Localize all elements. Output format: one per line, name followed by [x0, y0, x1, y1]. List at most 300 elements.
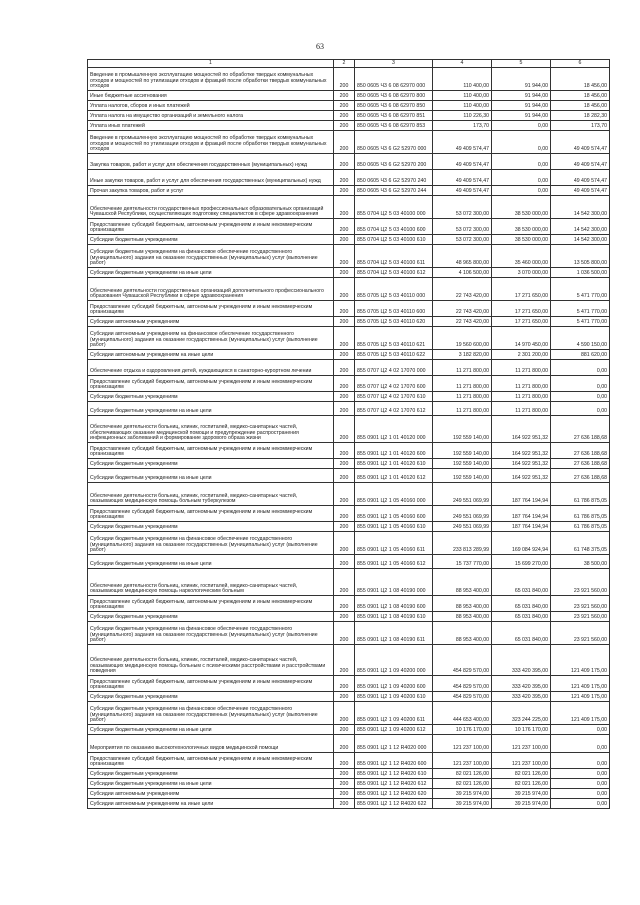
table-row — [88, 569, 610, 596]
row-classification-code: 855 0901 Ц2 1 12 R4020 612 — [355, 779, 433, 789]
row-name: Предоставление субсидий бюджетным, автономным учреждениям и иным некоммерческим организациям — [88, 753, 334, 769]
table-header-row — [88, 60, 610, 68]
table-row — [88, 196, 610, 219]
row-name: Предоставление субсидий бюджетным, автономным учреждениям и иным некоммерческим организациям — [88, 506, 334, 522]
row-unexecuted: 13 505 800,00 — [551, 245, 610, 268]
header-col-5: 5 — [492, 60, 551, 68]
budget-execution-table — [87, 59, 610, 809]
header-col-4: 4 — [433, 60, 492, 68]
row-classification-code: 855 0901 Ц2 1 05 40160 600 — [355, 506, 433, 522]
table-row — [88, 186, 610, 196]
row-classification-code: 855 0901 Ц2 1 12 R4020 610 — [355, 769, 433, 779]
header-col-3: 3 — [355, 60, 433, 68]
row-classification-code: 855 0707 Ц2 4 02 17070 600 — [355, 376, 433, 392]
row-unexecuted: 121 409 175,00 — [551, 702, 610, 725]
row-name: Предоставление субсидий бюджетным, автономным учреждениям и иным некоммерческим организациям — [88, 219, 334, 235]
row-approved: 15 737 770,00 — [433, 555, 492, 569]
row-approved: 39 215 974,00 — [433, 799, 492, 809]
row-executed: 11 271 800,00 — [492, 376, 551, 392]
row-approved: 454 829 570,00 — [433, 692, 492, 702]
table-row — [88, 622, 610, 645]
row-unexecuted: 0,00 — [551, 789, 610, 799]
row-classification-code: 850 0605 Ч3 6 G2 52970 244 — [355, 186, 433, 196]
row-name: Уплата налога на имущество организаций и земельного налога — [88, 111, 334, 121]
row-unexecuted: 23 921 560,00 — [551, 622, 610, 645]
row-line-code: 200 — [334, 622, 355, 645]
row-executed: 11 271 800,00 — [492, 360, 551, 376]
row-approved: 22 743 420,00 — [433, 301, 492, 317]
table-row — [88, 268, 610, 278]
row-classification-code: 855 0901 Ц2 1 12 R4020 000 — [355, 735, 433, 753]
row-unexecuted: 0,00 — [551, 376, 610, 392]
row-approved: 444 653 400,00 — [433, 702, 492, 725]
row-unexecuted: 61 748 375,05 — [551, 532, 610, 555]
row-unexecuted: 0,00 — [551, 769, 610, 779]
row-unexecuted: 0,00 — [551, 753, 610, 769]
row-unexecuted: 23 921 560,00 — [551, 612, 610, 622]
row-classification-code: 855 0705 Ц2 5 03 40110 621 — [355, 327, 433, 350]
row-line-code: 200 — [334, 645, 355, 676]
row-executed: 35 460 000,00 — [492, 245, 551, 268]
table-row — [88, 327, 610, 350]
row-line-code: 200 — [334, 735, 355, 753]
row-executed: 10 176 170,00 — [492, 725, 551, 735]
row-name: Субсидии бюджетным учреждениям — [88, 392, 334, 402]
row-approved: 192 559 140,00 — [433, 416, 492, 443]
table-row — [88, 612, 610, 622]
table-row — [88, 443, 610, 459]
row-name: Введение в промышленную эксплуатацию мощностей по обработке твердых коммунальных отходов и мощностей по утилизации отходов и фракций после обработки твердых коммунальных отходов — [88, 68, 334, 91]
row-executed: 38 530 000,00 — [492, 235, 551, 245]
row-name: Предоставление субсидий бюджетным, автономным учреждениям и иным некоммерческим организациям — [88, 376, 334, 392]
row-approved: 11 271 800,00 — [433, 360, 492, 376]
row-approved: 88 953 400,00 — [433, 622, 492, 645]
row-classification-code: 850 0605 Ч3 6 G2 52970 000 — [355, 131, 433, 154]
row-approved: 19 560 600,00 — [433, 327, 492, 350]
row-unexecuted: 49 409 574,47 — [551, 186, 610, 196]
row-line-code: 200 — [334, 676, 355, 692]
header-col-1: 1 — [88, 60, 334, 68]
row-name: Субсидии бюджетным учреждениям на иные цели — [88, 268, 334, 278]
table-row — [88, 392, 610, 402]
row-name: Обеспечение деятельности государственных профессиональных образовательных организаций Чувашской Республики, осуществляющих подготовку специалистов в сфере здравоохранения — [88, 196, 334, 219]
row-classification-code: 855 0704 Ц2 5 03 40100 611 — [355, 245, 433, 268]
row-unexecuted: 0,00 — [551, 779, 610, 789]
row-line-code: 200 — [334, 350, 355, 360]
table-row — [88, 676, 610, 692]
table-row — [88, 522, 610, 532]
table-row — [88, 68, 610, 91]
row-line-code: 200 — [334, 522, 355, 532]
row-name: Субсидии автономным учреждениям — [88, 789, 334, 799]
row-classification-code: 850 0605 Ч3 6 08 62970 851 — [355, 111, 433, 121]
row-executed: 82 021 126,00 — [492, 769, 551, 779]
row-line-code: 200 — [334, 111, 355, 121]
row-line-code: 200 — [334, 154, 355, 170]
row-line-code: 200 — [334, 702, 355, 725]
row-line-code: 200 — [334, 317, 355, 327]
row-executed: 91 944,00 — [492, 91, 551, 101]
table-row — [88, 779, 610, 789]
row-unexecuted: 61 786 875,05 — [551, 506, 610, 522]
table-row — [88, 91, 610, 101]
row-executed: 3 070 000,00 — [492, 268, 551, 278]
row-executed: 164 922 951,32 — [492, 459, 551, 469]
row-executed: 82 021 126,00 — [492, 779, 551, 789]
row-line-code: 200 — [334, 327, 355, 350]
table-row — [88, 170, 610, 186]
row-name: Предоставление субсидий бюджетным, автономным учреждениям и иным некоммерческим организациям — [88, 676, 334, 692]
row-classification-code: 855 0901 Ц2 1 01 40120 000 — [355, 416, 433, 443]
row-executed: 0,00 — [492, 131, 551, 154]
row-executed: 187 764 194,94 — [492, 522, 551, 532]
row-approved: 249 551 069,99 — [433, 506, 492, 522]
row-name: Закупка товаров, работ и услуг для обеспечения государственных (муниципальных) нужд — [88, 154, 334, 170]
table-row — [88, 596, 610, 612]
row-unexecuted: 27 636 188,68 — [551, 459, 610, 469]
row-line-code: 200 — [334, 170, 355, 186]
row-executed: 0,00 — [492, 186, 551, 196]
table-row — [88, 402, 610, 416]
row-approved: 39 215 974,00 — [433, 789, 492, 799]
row-executed: 17 271 650,00 — [492, 317, 551, 327]
row-classification-code: 850 0605 Ч3 6 G2 52970 240 — [355, 170, 433, 186]
table-row — [88, 555, 610, 569]
row-classification-code: 855 0704 Ц2 5 03 40100 600 — [355, 219, 433, 235]
row-classification-code: 855 0901 Ц2 1 09 40200 610 — [355, 692, 433, 702]
row-approved: 121 237 100,00 — [433, 735, 492, 753]
row-approved: 110 400,00 — [433, 91, 492, 101]
row-unexecuted: 121 409 175,00 — [551, 676, 610, 692]
header-col-2: 2 — [334, 60, 355, 68]
row-approved: 192 559 140,00 — [433, 459, 492, 469]
row-line-code: 200 — [334, 555, 355, 569]
row-name: Субсидии автономным учреждениям на финансовое обеспечение государственного (муниципального) задания на оказание государственных (муниципальных) услуг (выполнение работ) — [88, 327, 334, 350]
row-approved: 110 400,00 — [433, 68, 492, 91]
table-row — [88, 506, 610, 522]
row-line-code: 200 — [334, 392, 355, 402]
table-row — [88, 154, 610, 170]
table-row — [88, 416, 610, 443]
row-classification-code: 850 0605 Ч3 6 08 62970 800 — [355, 91, 433, 101]
row-executed: 187 764 194,94 — [492, 506, 551, 522]
table-row — [88, 235, 610, 245]
row-approved: 11 271 800,00 — [433, 402, 492, 416]
row-approved: 88 953 400,00 — [433, 612, 492, 622]
row-classification-code: 855 0901 Ц2 1 08 40190 610 — [355, 612, 433, 622]
table-row — [88, 753, 610, 769]
row-classification-code: 855 0901 Ц2 1 08 40190 600 — [355, 596, 433, 612]
table-row — [88, 350, 610, 360]
row-executed: 38 530 000,00 — [492, 196, 551, 219]
table-body — [88, 60, 610, 809]
row-line-code: 200 — [334, 235, 355, 245]
row-line-code: 200 — [334, 268, 355, 278]
row-unexecuted: 0,00 — [551, 402, 610, 416]
row-approved: 22 743 420,00 — [433, 278, 492, 301]
row-line-code: 200 — [334, 443, 355, 459]
row-executed: 91 944,00 — [492, 111, 551, 121]
table-row — [88, 645, 610, 676]
row-classification-code: 855 0901 Ц2 1 01 40120 600 — [355, 443, 433, 459]
row-line-code: 200 — [334, 506, 355, 522]
row-line-code: 200 — [334, 569, 355, 596]
row-executed: 38 530 000,00 — [492, 219, 551, 235]
row-unexecuted: 121 409 175,00 — [551, 692, 610, 702]
row-executed: 121 237 100,00 — [492, 753, 551, 769]
row-line-code: 200 — [334, 402, 355, 416]
row-unexecuted: 18 456,00 — [551, 68, 610, 91]
row-line-code: 200 — [334, 532, 355, 555]
row-name: Субсидии бюджетным учреждениям на иные цели — [88, 402, 334, 416]
row-classification-code: 855 0704 Ц2 5 03 40100 000 — [355, 196, 433, 219]
row-classification-code: 850 0605 Ч3 6 08 62970 000 — [355, 68, 433, 91]
row-line-code: 200 — [334, 612, 355, 622]
row-unexecuted: 61 786 875,05 — [551, 522, 610, 532]
row-line-code: 200 — [334, 376, 355, 392]
row-name: Субсидии бюджетным учреждениям на иные цели — [88, 555, 334, 569]
row-executed: 2 301 200,00 — [492, 350, 551, 360]
row-name: Прочая закупка товаров, работ и услуг — [88, 186, 334, 196]
row-unexecuted: 0,00 — [551, 392, 610, 402]
row-executed: 169 084 924,94 — [492, 532, 551, 555]
row-line-code: 200 — [334, 68, 355, 91]
table-row — [88, 483, 610, 506]
row-executed: 17 271 650,00 — [492, 278, 551, 301]
row-approved: 249 551 069,99 — [433, 522, 492, 532]
row-name: Субсидии бюджетным учреждениям — [88, 769, 334, 779]
row-approved: 88 953 400,00 — [433, 596, 492, 612]
row-unexecuted: 27 636 188,68 — [551, 443, 610, 459]
row-executed: 11 271 800,00 — [492, 392, 551, 402]
row-line-code: 200 — [334, 779, 355, 789]
row-approved: 48 965 800,00 — [433, 245, 492, 268]
table-row — [88, 245, 610, 268]
row-name: Субсидии бюджетным учреждениям на финансовое обеспечение государственного (муниципального) задания на оказание государственных (муниципальных) услуг (выполнение работ) — [88, 702, 334, 725]
row-unexecuted: 18 456,00 — [551, 91, 610, 101]
row-unexecuted: 49 409 574,47 — [551, 131, 610, 154]
row-classification-code: 855 0901 Ц2 1 09 40200 600 — [355, 676, 433, 692]
table-row — [88, 469, 610, 483]
row-executed: 0,00 — [492, 121, 551, 131]
row-approved: 88 953 400,00 — [433, 569, 492, 596]
row-executed: 65 031 840,00 — [492, 596, 551, 612]
row-classification-code: 855 0901 Ц2 1 08 40190 000 — [355, 569, 433, 596]
row-executed: 333 420 395,00 — [492, 692, 551, 702]
row-name: Предоставление субсидий бюджетным, автономным учреждениям и иным некоммерческим организациям — [88, 443, 334, 459]
table-row — [88, 111, 610, 121]
header-col-6: 6 — [551, 60, 610, 68]
row-name: Субсидии бюджетным учреждениям на финансовое обеспечение государственного (муниципального) задания на оказание государственных (муниципальных) услуг (выполнение работ) — [88, 532, 334, 555]
row-approved: 249 551 069,99 — [433, 483, 492, 506]
row-unexecuted: 18 456,00 — [551, 101, 610, 111]
row-approved: 82 021 126,00 — [433, 769, 492, 779]
row-approved: 454 829 570,00 — [433, 676, 492, 692]
row-classification-code: 855 0901 Ц2 1 01 40120 612 — [355, 469, 433, 483]
row-name: Субсидии бюджетным учреждениям — [88, 692, 334, 702]
row-approved: 192 559 140,00 — [433, 443, 492, 459]
row-line-code: 200 — [334, 278, 355, 301]
row-executed: 91 944,00 — [492, 68, 551, 91]
row-line-code: 200 — [334, 91, 355, 101]
table-row — [88, 735, 610, 753]
row-name: Иные закупки товаров, работ и услуг для обеспечения государственных (муниципальных) нужд — [88, 170, 334, 186]
row-classification-code: 855 0901 Ц2 1 05 40160 000 — [355, 483, 433, 506]
table-row — [88, 121, 610, 131]
table-row — [88, 799, 610, 809]
row-line-code: 200 — [334, 596, 355, 612]
row-executed: 14 970 450,00 — [492, 327, 551, 350]
table-row — [88, 131, 610, 154]
table-row — [88, 376, 610, 392]
row-approved: 11 271 800,00 — [433, 376, 492, 392]
row-approved: 53 072 300,00 — [433, 235, 492, 245]
table-row — [88, 459, 610, 469]
table-row — [88, 532, 610, 555]
table-row — [88, 278, 610, 301]
row-unexecuted: 14 542 300,00 — [551, 196, 610, 219]
table-row — [88, 725, 610, 735]
row-line-code: 200 — [334, 799, 355, 809]
row-unexecuted: 38 500,00 — [551, 555, 610, 569]
row-name: Обеспечение отдыха и оздоровления детей, нуждающихся в санаторно-курортном лечении — [88, 360, 334, 376]
row-executed: 0,00 — [492, 170, 551, 186]
row-approved: 110 400,00 — [433, 101, 492, 111]
row-unexecuted: 881 620,00 — [551, 350, 610, 360]
table-row — [88, 360, 610, 376]
table-row — [88, 692, 610, 702]
row-unexecuted: 121 409 175,00 — [551, 645, 610, 676]
row-executed: 91 944,00 — [492, 101, 551, 111]
table-row — [88, 101, 610, 111]
row-executed: 323 244 225,00 — [492, 702, 551, 725]
row-approved: 3 182 820,00 — [433, 350, 492, 360]
table-row — [88, 219, 610, 235]
row-unexecuted: 0,00 — [551, 725, 610, 735]
page-number: 63 — [316, 42, 324, 51]
row-name: Субсидии бюджетным учреждениям — [88, 459, 334, 469]
row-name: Обеспечение деятельности государственных организаций дополнительного профессионального образования Чувашской Республики в сфере здравоохранения — [88, 278, 334, 301]
row-approved: 454 829 570,00 — [433, 645, 492, 676]
row-classification-code: 855 0901 Ц2 1 08 40190 611 — [355, 622, 433, 645]
row-classification-code: 855 0901 Ц2 1 09 40200 611 — [355, 702, 433, 725]
row-line-code: 200 — [334, 301, 355, 317]
row-name: Субсидии бюджетным учреждениям на иные цели — [88, 779, 334, 789]
table-row — [88, 317, 610, 327]
row-unexecuted: 49 409 574,47 — [551, 170, 610, 186]
table-row — [88, 301, 610, 317]
row-unexecuted: 5 471 770,00 — [551, 317, 610, 327]
row-executed: 164 922 951,32 — [492, 469, 551, 483]
row-unexecuted: 0,00 — [551, 360, 610, 376]
row-executed: 0,00 — [492, 154, 551, 170]
row-line-code: 200 — [334, 725, 355, 735]
row-unexecuted: 1 036 500,00 — [551, 268, 610, 278]
row-executed: 65 031 840,00 — [492, 622, 551, 645]
row-unexecuted: 49 409 574,47 — [551, 154, 610, 170]
row-approved: 121 237 100,00 — [433, 753, 492, 769]
row-name: Предоставление субсидий бюджетным, автономным учреждениям и иным некоммерческим организациям — [88, 596, 334, 612]
row-classification-code: 855 0707 Ц2 4 02 17070 000 — [355, 360, 433, 376]
row-line-code: 200 — [334, 769, 355, 779]
row-name: Иные бюджетные ассигнования — [88, 91, 334, 101]
row-line-code: 200 — [334, 121, 355, 131]
row-unexecuted: 23 921 560,00 — [551, 596, 610, 612]
row-name: Субсидии бюджетным учреждениям на финансовое обеспечение государственного (муниципального) задания на оказание государственных (муниципальных) услуг (выполнение работ) — [88, 622, 334, 645]
row-unexecuted: 14 542 300,00 — [551, 235, 610, 245]
row-name: Субсидии автономным учреждениям на иные цели — [88, 799, 334, 809]
row-unexecuted: 4 590 150,00 — [551, 327, 610, 350]
row-unexecuted: 27 636 188,68 — [551, 416, 610, 443]
row-classification-code: 855 0705 Ц2 5 03 40110 622 — [355, 350, 433, 360]
row-approved: 49 409 574,47 — [433, 131, 492, 154]
row-name: Субсидии бюджетным учреждениям на иные цели — [88, 725, 334, 735]
row-executed: 11 271 800,00 — [492, 402, 551, 416]
row-line-code: 200 — [334, 753, 355, 769]
row-classification-code: 855 0901 Ц2 1 12 R4020 622 — [355, 799, 433, 809]
row-name: Обеспечение деятельности больниц, клиник, госпиталей, медико-санитарных частей, обеспечивающих оказание медицинской помощи и предупреждение распространения инфекционных заболеваний и формирование здорового образа жизни — [88, 416, 334, 443]
row-approved: 22 743 420,00 — [433, 317, 492, 327]
row-classification-code: 855 0901 Ц2 1 01 40120 610 — [355, 459, 433, 469]
row-classification-code: 855 0707 Ц2 4 02 17070 610 — [355, 392, 433, 402]
row-name: Субсидии автономным учреждениям на иные цели — [88, 350, 334, 360]
row-classification-code: 855 0705 Ц2 5 03 40110 620 — [355, 317, 433, 327]
row-approved: 82 021 126,00 — [433, 779, 492, 789]
row-name: Обеспечение деятельности больниц, клиник, госпиталей, медико-санитарных частей, оказывающих медицинскую помощь больным с психическими расстройствами и расстройствами поведения — [88, 645, 334, 676]
row-line-code: 200 — [334, 360, 355, 376]
row-unexecuted: 173,70 — [551, 121, 610, 131]
row-unexecuted: 18 282,30 — [551, 111, 610, 121]
row-executed: 39 215 974,00 — [492, 789, 551, 799]
row-line-code: 200 — [334, 789, 355, 799]
row-classification-code: 855 0901 Ц2 1 05 40160 610 — [355, 522, 433, 532]
row-name: Предоставление субсидий бюджетным, автономным учреждениям и иным некоммерческим организациям — [88, 301, 334, 317]
row-line-code: 200 — [334, 245, 355, 268]
row-executed: 17 271 650,00 — [492, 301, 551, 317]
row-executed: 39 215 974,00 — [492, 799, 551, 809]
row-executed: 187 764 194,94 — [492, 483, 551, 506]
row-name: Субсидии бюджетным учреждениям — [88, 522, 334, 532]
row-name: Уплата налогов, сборов и иных платежей — [88, 101, 334, 111]
row-line-code: 200 — [334, 196, 355, 219]
row-classification-code: 855 0901 Ц2 1 12 R4020 600 — [355, 753, 433, 769]
row-unexecuted: 5 471 770,00 — [551, 278, 610, 301]
row-classification-code: 855 0704 Ц2 5 03 40100 612 — [355, 268, 433, 278]
row-line-code: 200 — [334, 459, 355, 469]
row-classification-code: 850 0605 Ч3 6 G2 52970 200 — [355, 154, 433, 170]
row-unexecuted: 5 471 770,00 — [551, 301, 610, 317]
row-approved: 233 813 289,99 — [433, 532, 492, 555]
row-classification-code: 855 0901 Ц2 1 05 40160 612 — [355, 555, 433, 569]
row-executed: 164 922 951,32 — [492, 416, 551, 443]
row-line-code: 200 — [334, 469, 355, 483]
row-name: Введение в промышленную эксплуатацию мощностей по обработке твердых коммунальных отходов и мощностей по утилизации отходов и фракций после обработки твердых коммунальных отходов — [88, 131, 334, 154]
row-name: Обеспечение деятельности больниц, клиник, госпиталей, медико-санитарных частей, оказывающих медицинскую помощь наркологическим больным — [88, 569, 334, 596]
row-classification-code: 855 0901 Ц2 1 09 40200 000 — [355, 645, 433, 676]
row-executed: 15 699 270,00 — [492, 555, 551, 569]
row-name: Субсидии бюджетным учреждениям на финансовое обеспечение государственного (муниципального) задания на оказание государственных (муниципальных) услуг (выполнение работ) — [88, 245, 334, 268]
table-row — [88, 789, 610, 799]
row-approved: 49 409 574,47 — [433, 154, 492, 170]
row-executed: 333 420 395,00 — [492, 676, 551, 692]
row-unexecuted: 23 921 560,00 — [551, 569, 610, 596]
row-approved: 10 176 170,00 — [433, 725, 492, 735]
row-classification-code: 855 0704 Ц2 5 03 40100 610 — [355, 235, 433, 245]
row-unexecuted: 14 542 300,00 — [551, 219, 610, 235]
row-approved: 53 072 300,00 — [433, 196, 492, 219]
row-line-code: 200 — [334, 186, 355, 196]
table-row — [88, 702, 610, 725]
